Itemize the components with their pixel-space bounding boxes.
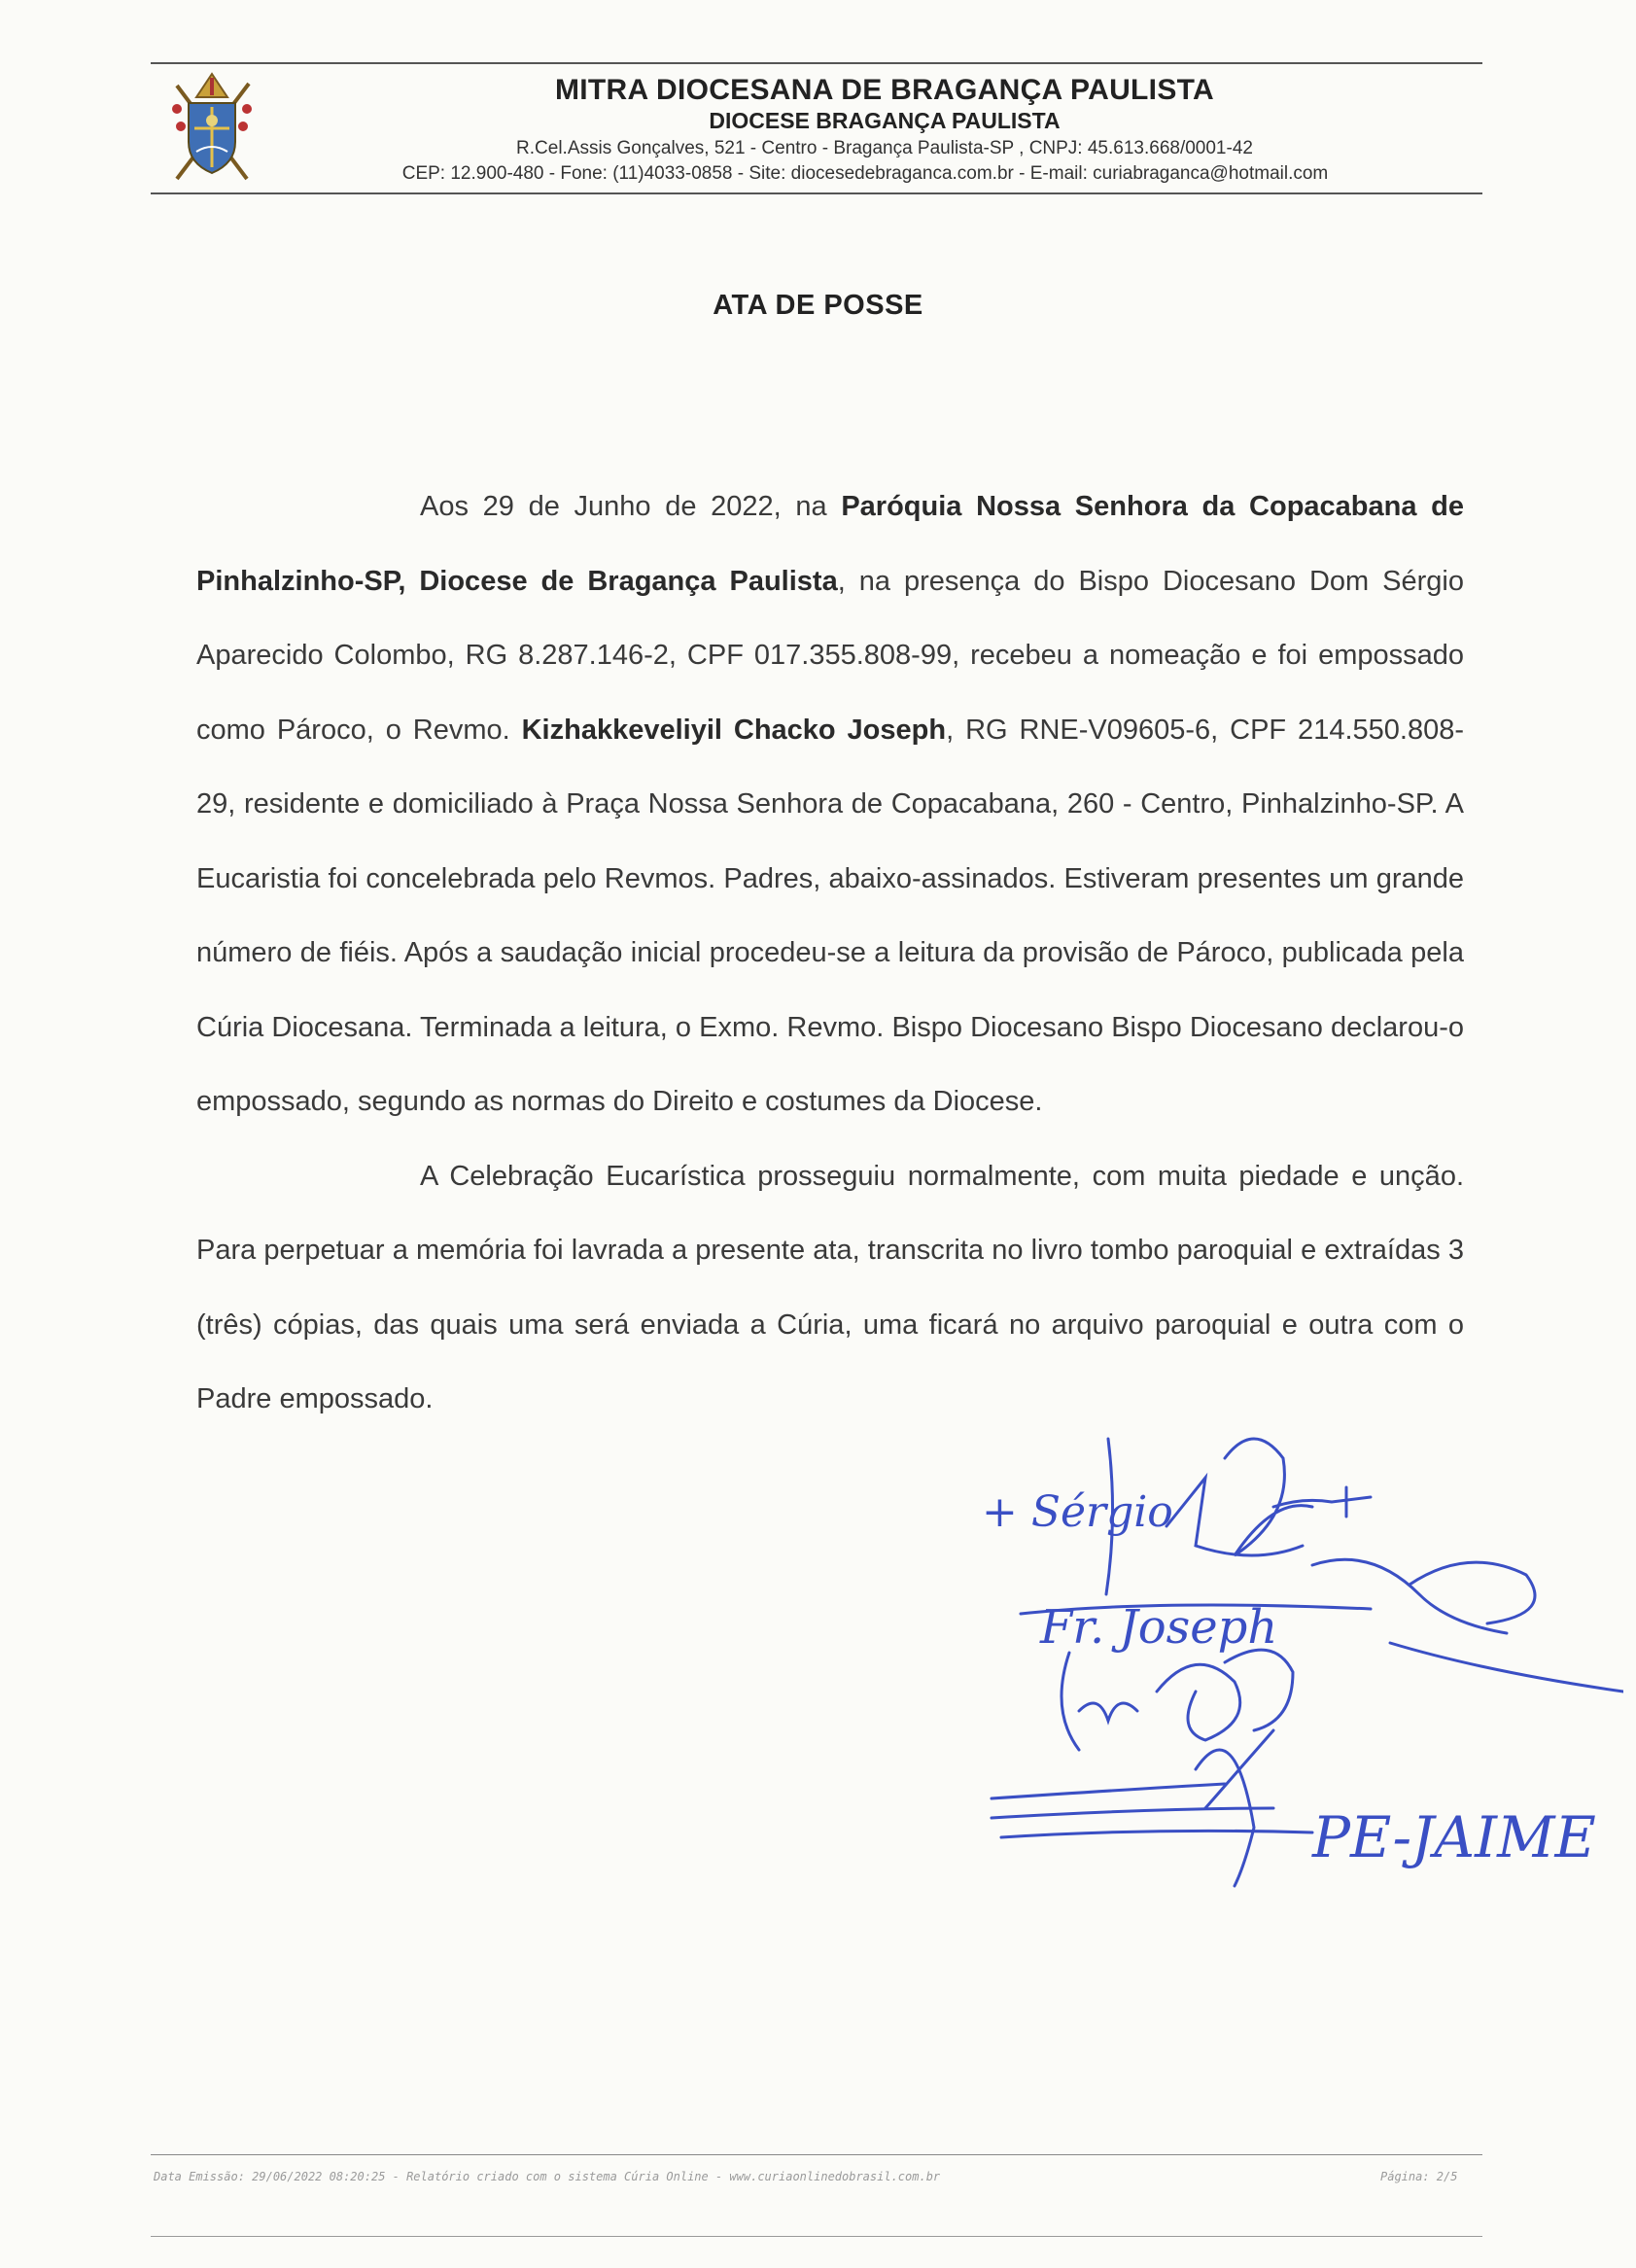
header-title: MITRA DIOCESANA DE BRAGANÇA PAULISTA	[554, 74, 1214, 106]
paragraph-1	[196, 470, 1464, 1139]
signature-joseph	[1021, 1559, 1623, 1692]
p1-text-e: , RG RNE-V09605-6, CPF 214.550.808-29, residente e domiciliado à Praça Nossa Senhora de Copacabana, 260 - Centro, Pinhalzinho-SP. A Eucaristia foi concelebrada pelo Revmos. Padres, abaixo-assinados. Estiveram presentes um grande número de fiéis. Após a saudação inicial procedeu-se a leitura da provisão de Pároco, publicada pela Cúria Diocesana. Terminada a leitura, o Exmo. Revmo. Bispo Diocesano Bispo Diocesano declarou-o empossado, segundo as normas do Direito e costumes da Diocese.	[196, 714, 1464, 1117]
document-body	[196, 470, 1464, 1437]
handwritten-signatures	[962, 1400, 1623, 1944]
header-subtitle: DIOCESE BRAGANÇA PAULISTA	[709, 108, 1061, 133]
parish-name: Paróquia Nossa Senhora da Copacabana de Pinhalzinho-SP, Diocese de Bragança Paulista	[196, 491, 1464, 597]
footer-bottom-rule	[151, 2236, 1482, 2237]
header-address-line1: R.Cel.Assis Gonçalves, 521 - Centro - Bragança Paulista-SP , CNPJ: 45.613.668/0001-42	[516, 138, 1253, 158]
signature-bishop	[982, 1439, 1371, 1594]
signature-third	[1062, 1650, 1293, 1750]
priest-name: Kizhakkeveliyil Chacko Joseph	[521, 714, 947, 746]
signature-bishop-text: + Sérgio	[982, 1487, 1173, 1537]
signature-joseph-text: Fr. Joseph	[1040, 1600, 1278, 1655]
p1-text-a: Aos 29 de Junho de 2022, na	[420, 491, 842, 522]
header-address-line2: CEP: 12.900-480 - Fone: (11)4033-0858 - Site: diocesedebraganca.com.br - E-mail: curiabraganca@hotmail.com	[401, 163, 1329, 184]
paragraph-2: A Celebração Eucarística prosseguiu normalmente, com muita piedade e unção. Para perpetuar a memória foi lavrada a presente ata, transcrita no livro tombo paroquial e extraídas 3 (três) cópias, das quais uma será enviada a Cúria, uma ficará no arquivo paroquial e outra com o Padre empossado.	[196, 1160, 1464, 1414]
header-bottom-rule	[151, 192, 1482, 194]
signature-jaime	[992, 1730, 1596, 1886]
header-top-rule	[151, 62, 1482, 64]
footer-emission-info: Data Emissão: 29/06/2022 08:20:25 - Relatório criado com o sistema Cúria Online - www.curiaonlinedobrasil.com.br	[154, 2170, 941, 2183]
p1-text-c: , na presença do Bispo Diocesano Dom Sérgio Aparecido Colombo, RG 8.287.146-2, CPF 017.355.808-99, recebeu a nomeação e foi empossado como Pároco, o Revmo.	[196, 565, 1464, 746]
footer-page-number: Página: 2/5	[1380, 2170, 1458, 2183]
document-title: ATA DE POSSE	[713, 290, 923, 321]
signature-jaime-text: PE-JAIME	[1312, 1804, 1596, 1870]
footer-rule	[151, 2154, 1482, 2155]
